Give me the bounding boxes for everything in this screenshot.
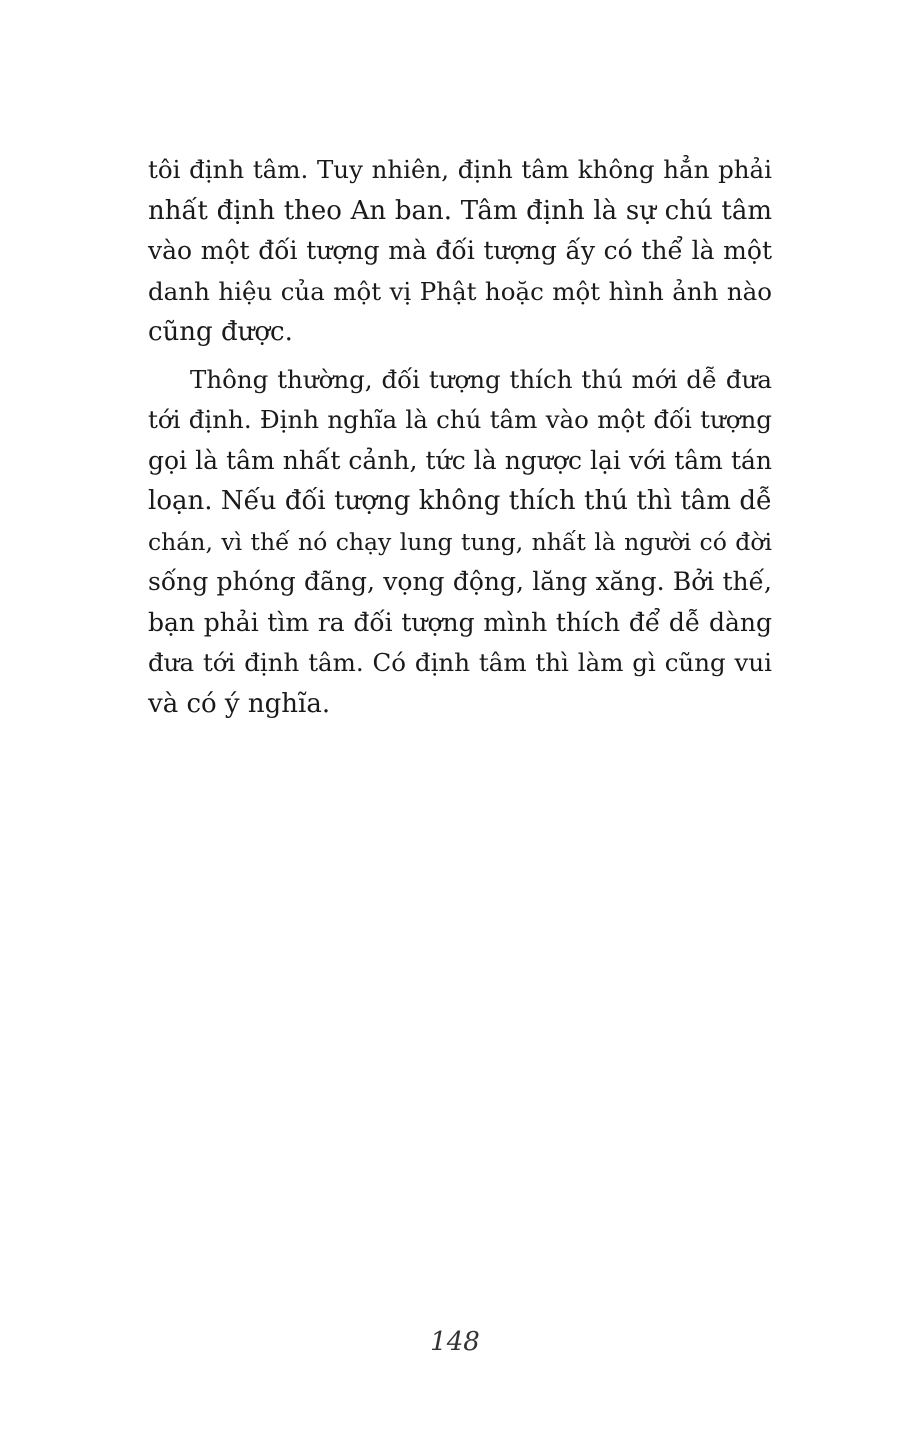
paragraph-2 <box>148 360 772 725</box>
text-line: vào một đối tượng mà đối tượng ấy có thể là một <box>148 236 772 265</box>
text-line: đưa tới định tâm. Có định tâm thì làm gì cũng vui <box>148 648 772 677</box>
paragraph-1 <box>148 150 772 353</box>
text-line: loạn. Nếu đối tượng không thích thú thì tâm dễ <box>148 486 772 516</box>
text-line: tới định. Định nghĩa là chú tâm vào một đối tượng <box>148 405 772 434</box>
text-line: Thông thường, đối tượng thích thú mới dễ đưa <box>190 364 772 394</box>
body-text <box>148 150 772 724</box>
text-line: cũng được. <box>148 317 293 347</box>
paragraph-spacer <box>148 353 772 360</box>
text-line: chán, vì thế nó chạy lung tung, nhất là người có đời <box>148 527 772 556</box>
text-line: sống phóng đãng, vọng động, lăng xăng. Bởi thế, <box>148 567 772 596</box>
page-number: 148 <box>430 1327 480 1357</box>
text-line: nhất định theo An ban. Tâm định là sự chú tâm <box>148 195 772 226</box>
text-line: bạn phải tìm ra đối tượng mình thích để dễ dàng <box>148 607 772 637</box>
text-line: danh hiệu của một vị Phật hoặc một hình ảnh nào <box>148 276 772 306</box>
text-line: tôi định tâm. Tuy nhiên, định tâm không hẳn phải <box>148 155 772 184</box>
text-line: gọi là tâm nhất cảnh, tức là ngược lại với tâm tán <box>148 445 772 475</box>
text-line: và có ý nghĩa. <box>148 688 331 719</box>
